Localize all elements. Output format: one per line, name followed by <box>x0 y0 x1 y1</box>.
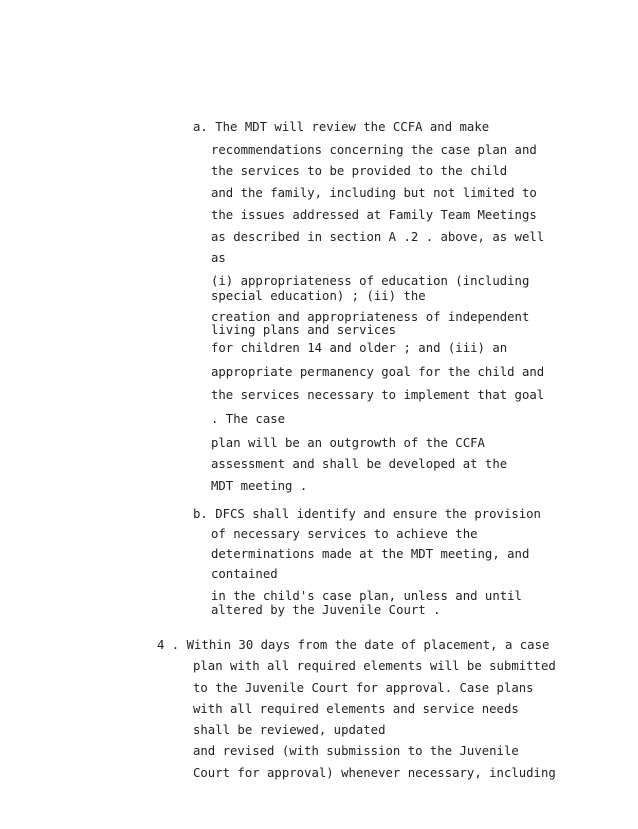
item-b-line: contained <box>211 567 278 581</box>
item-a-line: the services necessary to implement that goal <box>211 388 545 402</box>
item-4-line: 4 . Within 30 days from the date of placement, a case <box>157 638 550 652</box>
item-b-line: determinations made at the MDT meeting, and <box>211 547 530 561</box>
item-4-line: with all required elements and service needs <box>193 702 519 716</box>
item-a-line: . The case <box>211 412 286 426</box>
item-a-line: the services to be provided to the child <box>211 164 508 178</box>
item-b-line: altered by the Juvenile Court . <box>211 603 441 617</box>
item-a-line: (i) appropriateness of education (including <box>211 274 530 288</box>
item-b-line: in the child's case plan, unless and until <box>211 589 522 603</box>
item-a-line: assessment and shall be developed at the <box>211 457 508 471</box>
item-a-line: the issues addressed at Family Team Meetings <box>211 208 537 222</box>
item-a-line: as described in section A .2 . above, as well <box>211 230 545 244</box>
item-a-line: appropriate permanency goal for the child and <box>211 365 545 379</box>
item-4-line: shall be reviewed, updated <box>193 723 386 737</box>
item-b-line: b. DFCS shall identify and ensure the provision <box>193 507 541 521</box>
item-a-line: as <box>211 251 226 265</box>
item-4-line: to the Juvenile Court for approval. Case plans <box>193 681 534 695</box>
item-a-line: MDT meeting . <box>211 479 308 493</box>
item-4-line: Court for approval) whenever necessary, including <box>193 766 556 780</box>
item-a-line: a. The MDT will review the CCFA and make <box>193 120 490 134</box>
item-a-line: living plans and services <box>211 323 397 337</box>
item-a-line: recommendations concerning the case plan and <box>211 143 537 157</box>
item-b-line: of necessary services to achieve the <box>211 527 478 541</box>
item-4-line: and revised (with submission to the Juvenile <box>193 744 519 758</box>
item-a-line: for children 14 and older ; and (iii) an <box>211 341 508 355</box>
item-a-line: plan will be an outgrowth of the CCFA <box>211 436 485 450</box>
item-a-line: and the family, including but not limited to <box>211 186 537 200</box>
item-a-line: special education) ; (ii) the <box>211 289 426 303</box>
item-a-line: creation and appropriateness of independent <box>211 310 530 324</box>
item-4-line: plan with all required elements will be submitted <box>193 659 556 673</box>
